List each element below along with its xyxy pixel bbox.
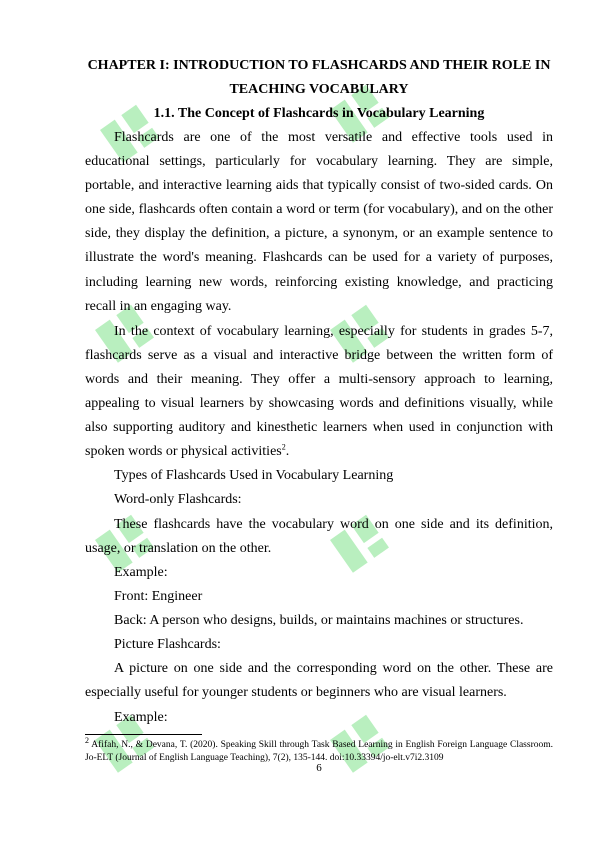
word-only-heading: Word-only Flashcards: [114, 492, 242, 507]
paragraph-2 [85, 320, 553, 465]
paragraph-3: These flashcards have the vocabulary word on one side and its definition, usage, or translation on the other. [85, 517, 553, 557]
types-heading: Types of Flashcards Used in Vocabulary Learning [114, 468, 394, 483]
example-1-label: Example: [114, 565, 168, 580]
front-line: Front: Engineer [114, 589, 203, 604]
paragraph-4: A picture on one side and the corresponding word on the other. These are especially useful for younger students or beginners who are visual learners. [85, 661, 553, 701]
page-number: 6 [316, 762, 322, 774]
back-line: Back: A person who designs, builds, or maintains machines or structures. [114, 613, 524, 628]
footnote-ref: 2 [281, 442, 286, 452]
chapter-title: CHAPTER I: INTRODUCTION TO FLASHCARDS AND THEIR ROLE IN TEACHING VOCABULARY [87, 58, 551, 97]
example-2-label: Example: [114, 710, 168, 725]
footnote-rule [85, 734, 202, 735]
paragraph-2-text: In the context of vocabulary learning, especially for students in grades 5-7, flashcards serve as a visual and interactive bridge between the written form of words and their meaning. They offer a multi-sensory approach to learning, appealing to visual learners by showcasing words and definitions visually, while also supporting auditory and kinesthetic learners when used in conjunction with spoken words or physical activities [85, 324, 553, 460]
footnote-text: Afifah, N., & Devana, T. (2020). Speaking Skill through Task Based Learning in English Foreign Language Classroom. Jo-ELT (Journal of English Language Teaching), 7(2), 135-144. doi:10.33394/jo-elt.v7i2.3109 [85, 740, 553, 763]
section-title: 1.1. The Concept of Flashcards in Vocabulary Learning [153, 106, 485, 121]
paragraph-2-end: . [285, 444, 290, 460]
picture-heading: Picture Flashcards: [114, 637, 221, 652]
footnote [85, 735, 553, 764]
paragraph-1: Flashcards are one of the most versatile and effective tools used in educational settings, particularly for vocabulary learning. They are simple, portable, and interactive learning aids that typically consist of two-sided cards. On one side, flashcards often contain a word or term (for vocabulary), and on the other side, they display the definition, a picture, a synonym, or an example sentence to illustrate the word's meaning. Flashcards can be used for a variety of purposes, including learning new words, reinforcing existing knowledge, and practicing recall in an engaging way. [85, 130, 553, 314]
footnote-number: 2 [85, 735, 89, 745]
